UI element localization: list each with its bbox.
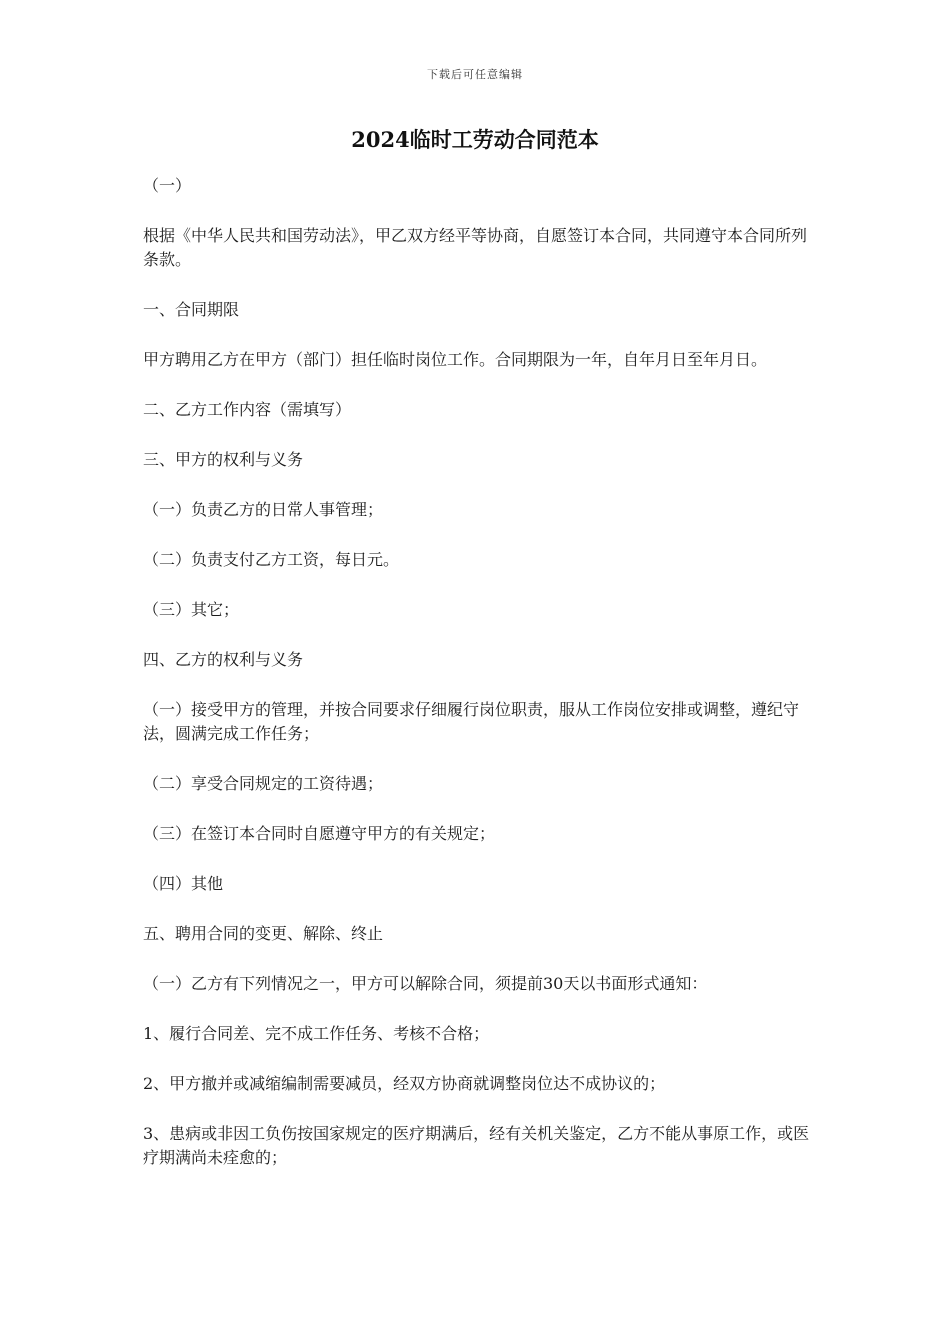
header-note: 下载后可任意编辑 [427, 68, 523, 81]
section-heading: 二、乙方工作内容（需填写） [143, 400, 352, 419]
list-item: （二）负责支付乙方工资，每日元。 [143, 550, 400, 569]
section-heading: 三、甲方的权利与义务 [143, 450, 304, 469]
list-item: （一）乙方有下列情况之一，甲方可以解除合同，须提前30天以书面形式通知： [143, 974, 708, 993]
paragraph: 根据《中华人民共和国劳动法》，甲乙双方经平等协商，自愿签订本合同，共同遵守本合同所列条款。 [143, 226, 808, 269]
list-item: （四）其他 [143, 874, 224, 893]
list-item: （二）享受合同规定的工资待遇； [143, 774, 384, 793]
list-item: （三）其它； [143, 600, 240, 619]
document-title: 2024临时工劳动合同范本 [351, 127, 599, 152]
list-item: （三）在签订本合同时自愿遵守甲方的有关规定； [143, 824, 496, 843]
list-item: （一）接受甲方的管理，并按合同要求仔细履行岗位职责，服从工作岗位安排或调整，遵纪守法，圆满完成工作任务； [143, 700, 800, 743]
paragraph: 甲方聘用乙方在甲方（部门）担任临时岗位工作。合同期限为一年，自年月日至年月日。 [143, 350, 768, 369]
section-heading: 五、聘用合同的变更、解除、终止 [143, 924, 384, 943]
list-item: 1、履行合同差、完不成工作任务、考核不合格； [143, 1024, 490, 1043]
list-item: 2、甲方撤并或减缩编制需要减员，经双方协商就调整岗位达不成协议的； [143, 1074, 666, 1093]
document-body [143, 174, 813, 1196]
list-item: （一）负责乙方的日常人事管理； [143, 500, 384, 519]
section-heading: 一、合同期限 [143, 300, 240, 319]
section-heading: 四、乙方的权利与义务 [143, 650, 304, 669]
list-item: 3、患病或非因工负伤按国家规定的医疗期满后，经有关机关鉴定，乙方不能从事原工作，或医疗期满尚未痊愈的； [143, 1124, 810, 1167]
paragraph: （一） [143, 176, 192, 195]
